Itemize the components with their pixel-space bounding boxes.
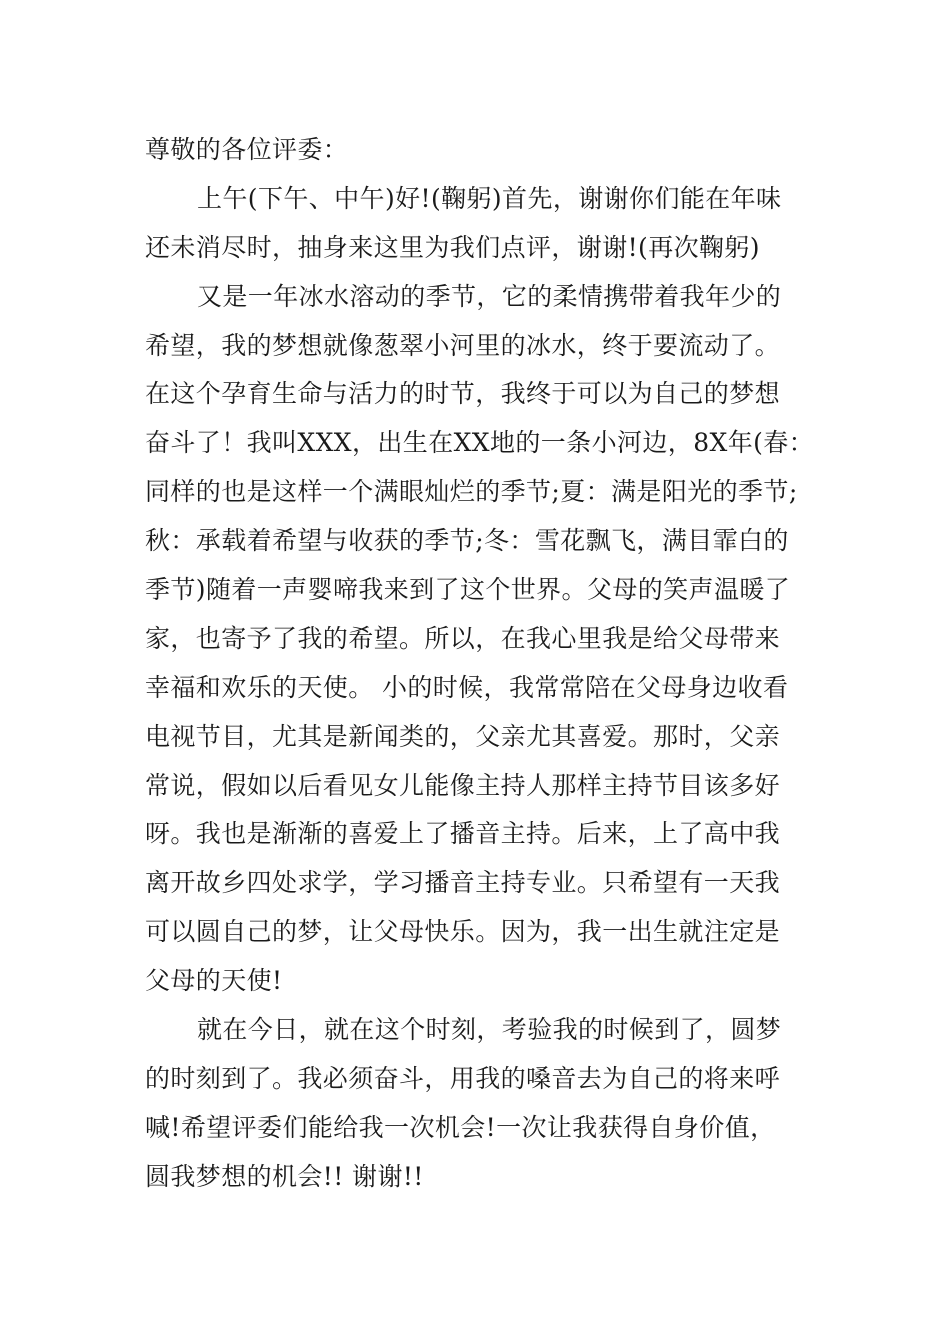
paragraph-2-line-12: 呀。我也是渐渐的喜爱上了播音主持。后来，上了高中我 <box>145 819 781 849</box>
paragraph-1-line-1: 上午(下午、中午)好!(鞠躬)首先，谢谢你们能在年味 <box>197 183 782 213</box>
paragraph-2-line-1: 又是一年冰水溶动的季节，它的柔情携带着我年少的 <box>197 281 782 311</box>
paragraph-2-line-14: 可以圆自己的梦，让父母快乐。因为，我一出生就注定是 <box>145 917 781 947</box>
paragraph-1-line-2: 还未消尽时，抽身来这里为我们点评，谢谢!(再次鞠躬) <box>145 232 760 262</box>
paragraph-2-line-2: 希望，我的梦想就像葱翠小河里的冰水，终于要流动了。 <box>145 330 781 360</box>
paragraph-3-line-1: 就在今日，就在这个时刻，考验我的时候到了，圆梦 <box>197 1015 782 1045</box>
paragraph-2-line-9: 幸福和欢乐的天使。 小的时候，我常常陪在父母身边收看 <box>145 672 789 702</box>
paragraph-2-line-15: 父母的天使! <box>145 966 283 996</box>
paragraph-2-line-10: 电视节目，尤其是新闻类的，父亲尤其喜爱。那时，父亲 <box>145 721 781 751</box>
paragraph-2-line-6: 秋：承载着希望与收获的季节;冬：雪花飘飞，满目霏白的 <box>145 526 789 556</box>
paragraph-2-line-5: 同样的也是这样一个满眼灿烂的季节;夏：满是阳光的季节; <box>145 477 798 507</box>
paragraph-3-line-2: 的时刻到了。我必须奋斗，用我的嗓音去为自己的将来呼 <box>145 1063 781 1093</box>
paragraph-2-line-8: 家，也寄予了我的希望。所以，在我心里我是给父母带来 <box>145 623 781 653</box>
paragraph-2-line-3: 在这个孕育生命与活力的时节，我终于可以为自己的梦想 <box>145 379 781 409</box>
paragraph-2-line-11: 常说，假如以后看见女儿能像主持人那样主持节目该多好 <box>145 770 781 800</box>
paragraph-2-line-4: 奋斗了！我叫XXX，出生在XX地的一条小河边，8X年(春： <box>145 428 815 458</box>
paragraph-3-line-4: 圆我梦想的机会!! 谢谢!! <box>145 1161 424 1191</box>
salutation-line: 尊敬的各位评委： <box>145 135 349 164</box>
paragraph-2-line-13: 离开故乡四处求学，学习播音主持专业。只希望有一天我 <box>145 868 781 898</box>
paragraph-3-line-3: 喊!希望评委们能给我一次机会!一次让我获得自身价值， <box>145 1112 776 1142</box>
speech-text <box>145 126 817 1202</box>
paragraph-2-line-7: 季节)随着一声婴啼我来到了这个世界。父母的笑声温暖了 <box>145 575 791 605</box>
